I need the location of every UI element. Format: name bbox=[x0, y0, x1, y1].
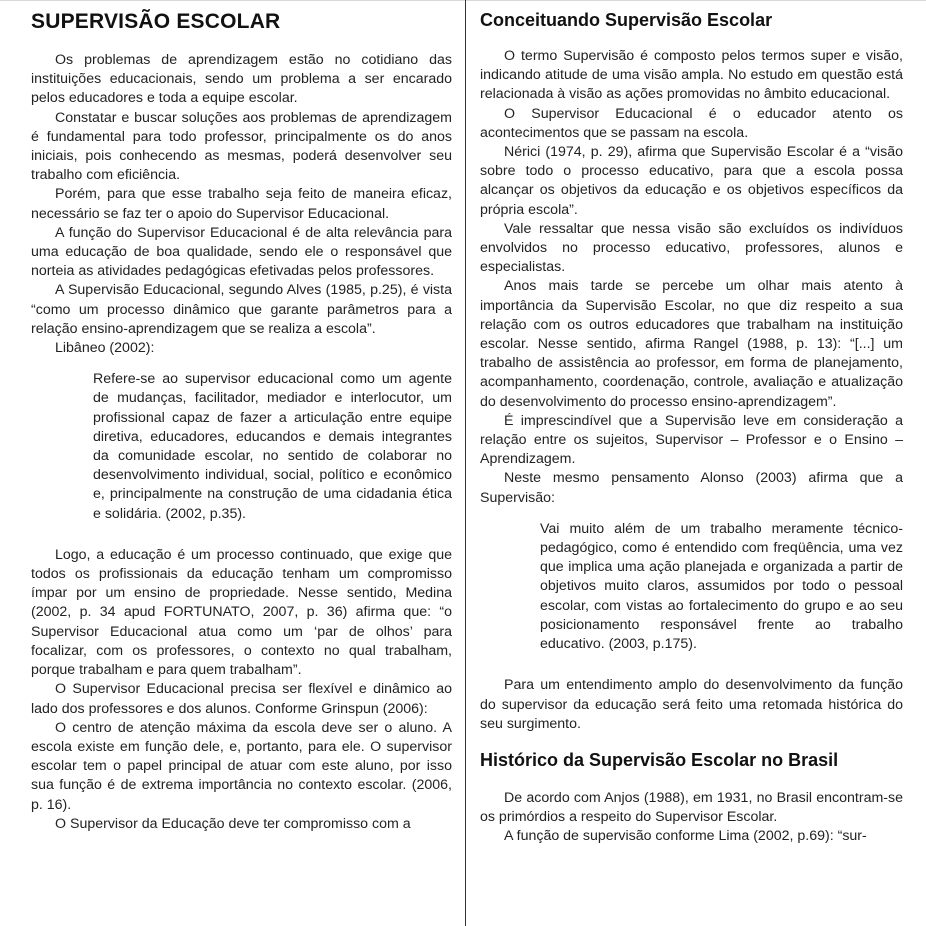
paragraph: De acordo com Anjos (1988), em 1931, no Brasil encontram-se os primórdios a respeito do Supervisor Escolar. bbox=[480, 789, 903, 826]
paragraph: A função de supervisão conforme Lima (2002, p.69): “sur- bbox=[504, 828, 867, 845]
top-border bbox=[0, 0, 926, 1]
paragraph: Porém, para que esse trabalho seja feito de maneira eficaz, necessário se faz ter o apoio do Supervisor Educacional. bbox=[31, 186, 452, 222]
quote-text: Refere-se ao supervisor educacional como um agente de mudanças, facilitador, mediador e interlocutor, um profissional capaz de fazer a articulação entre equipe diretiva, educadores, educandos e demais integrantes da comunidade escolar, no sentido de colaborar no desenvolvimento individual, social, político e econômico e, principalmente na construção de uma cidadania ética e solidária. (2002, p.35). bbox=[93, 371, 452, 522]
paragraph: O termo Supervisão é composto pelos termos super e visão, indicando atitude de uma visão ampla. No estudo em questão está relacionada à visão as ações promovidas no âmbito educacional. bbox=[480, 48, 903, 103]
block-quote bbox=[93, 370, 452, 524]
quote-text: Vai muito além de um trabalho meramente técnico-pedagógico, como é entendido com freqüência, uma vez que implica uma ação planejada e organizada a partir de objetivos muito claros, assumidos por todo o pessoal escolar, com vistas ao fortalecimento do grupo e ao seu posicionamento responsável frente ao trabalho educativo. (2003, p.175). bbox=[540, 520, 903, 653]
paragraph: O Supervisor Educacional é o educador atento os acontecimentos que se passam na escola. bbox=[480, 105, 903, 141]
paragraph: A Supervisão Educacional, segundo Alves (1985, p.25), é vista “como um processo dinâmico que garante parâmetros para a relação ensino-aprendizagem que se realiza a escola”. bbox=[31, 282, 452, 337]
section-heading: Histórico da Supervisão Escolar no Brasil bbox=[480, 749, 839, 770]
paragraph: É imprescindível que a Supervisão leve em consideração a relação entre os sujeitos, Supervisor – Professor e o Ensino – Aprendizagem. bbox=[480, 412, 903, 468]
right-column bbox=[480, 4, 903, 926]
column-divider bbox=[465, 0, 466, 926]
section-heading: Conceituando Supervisão Escolar bbox=[480, 10, 773, 30]
paragraph: A função do Supervisor Educacional é de alta relevância para uma educação de boa qualidade, sendo ele o responsável que norteia as atividades pedagógicas efetivadas pelos professores. bbox=[31, 224, 452, 280]
left-column bbox=[31, 4, 452, 926]
paragraph: O centro de atenção máxima da escola deve ser o aluno. A escola existe em função dele, e, portanto, para ele. O supervisor escolar tem o papel principal de atuar com este aluno, por isso sua função é de extrema importância no contexto escolar. (2006, p. 16). bbox=[31, 719, 452, 813]
paragraph: Para um entendimento amplo do desenvolvimento da função do supervisor da educação será feito uma retomada histórica do seu surgimento. bbox=[480, 677, 903, 732]
paragraph: Nérici (1974, p. 29), afirma que Supervisão Escolar é a “visão sobre todo o processo educativo, para que a escola possa alcançar os objetivos da educação e os objetivos específicos da própria escola”. bbox=[480, 144, 903, 218]
paragraph: Libâneo (2002): bbox=[55, 340, 155, 357]
paragraph: O Supervisor da Educação deve ter compromisso com a bbox=[55, 815, 411, 832]
paragraph: Anos mais tarde se percebe um olhar mais atento à importância da Supervisão Escolar, no que diz respeito a sua relação com os outros educadores que trabalham na instituição escolar. Nesse sentido, afirma Rangel (1988, p. 13): “[...] um trabalho de assistência ao professor, em forma de planejamento, acompanhamento, coordenação, controle, avaliação e atualização do desenvolvimento do processo ensino-aprendizagem”. bbox=[480, 278, 903, 410]
paragraph: Constatar e buscar soluções aos problemas de aprendizagem é fundamental para todo professor, principalmente os do anos iniciais, pois conhecendo as mesmas, poderá desenvolver seu trabalho com eficiência. bbox=[31, 109, 452, 184]
page-title: SUPERVISÃO ESCOLAR bbox=[31, 10, 281, 33]
paragraph: Logo, a educação é um processo continuado, que exige que todos os profissionais da educação tenham um compromisso ímpar por um ensino de propriedade. Nesse sentido, Medina (2002, p. 34 apud FORTUNATO, 2007, p. 36) afirma que: “o Supervisor Educacional atua como um ‘par de olhos’ para focalizar, com os professores, o contexto no qual trabalham, porque trabalham e para quem trabalham”. bbox=[31, 546, 452, 679]
paragraph: O Supervisor Educacional precisa ser flexível e dinâmico ao lado dos professores e dos alunos. Conforme Grinspun (2006): bbox=[31, 681, 452, 717]
paragraph: Os problemas de aprendizagem estão no cotidiano das instituições educacionais, sendo um problema a ser encarado pelos educadores e toda a equipe escolar. bbox=[31, 52, 452, 107]
paragraph: Neste mesmo pensamento Alonso (2003) afirma que a Supervisão: bbox=[480, 470, 903, 506]
block-quote bbox=[540, 520, 903, 654]
paragraph: Vale ressaltar que nessa visão são excluídos os indivíduos envolvidos no processo educativo, professores, alunos e especialistas. bbox=[480, 220, 903, 276]
